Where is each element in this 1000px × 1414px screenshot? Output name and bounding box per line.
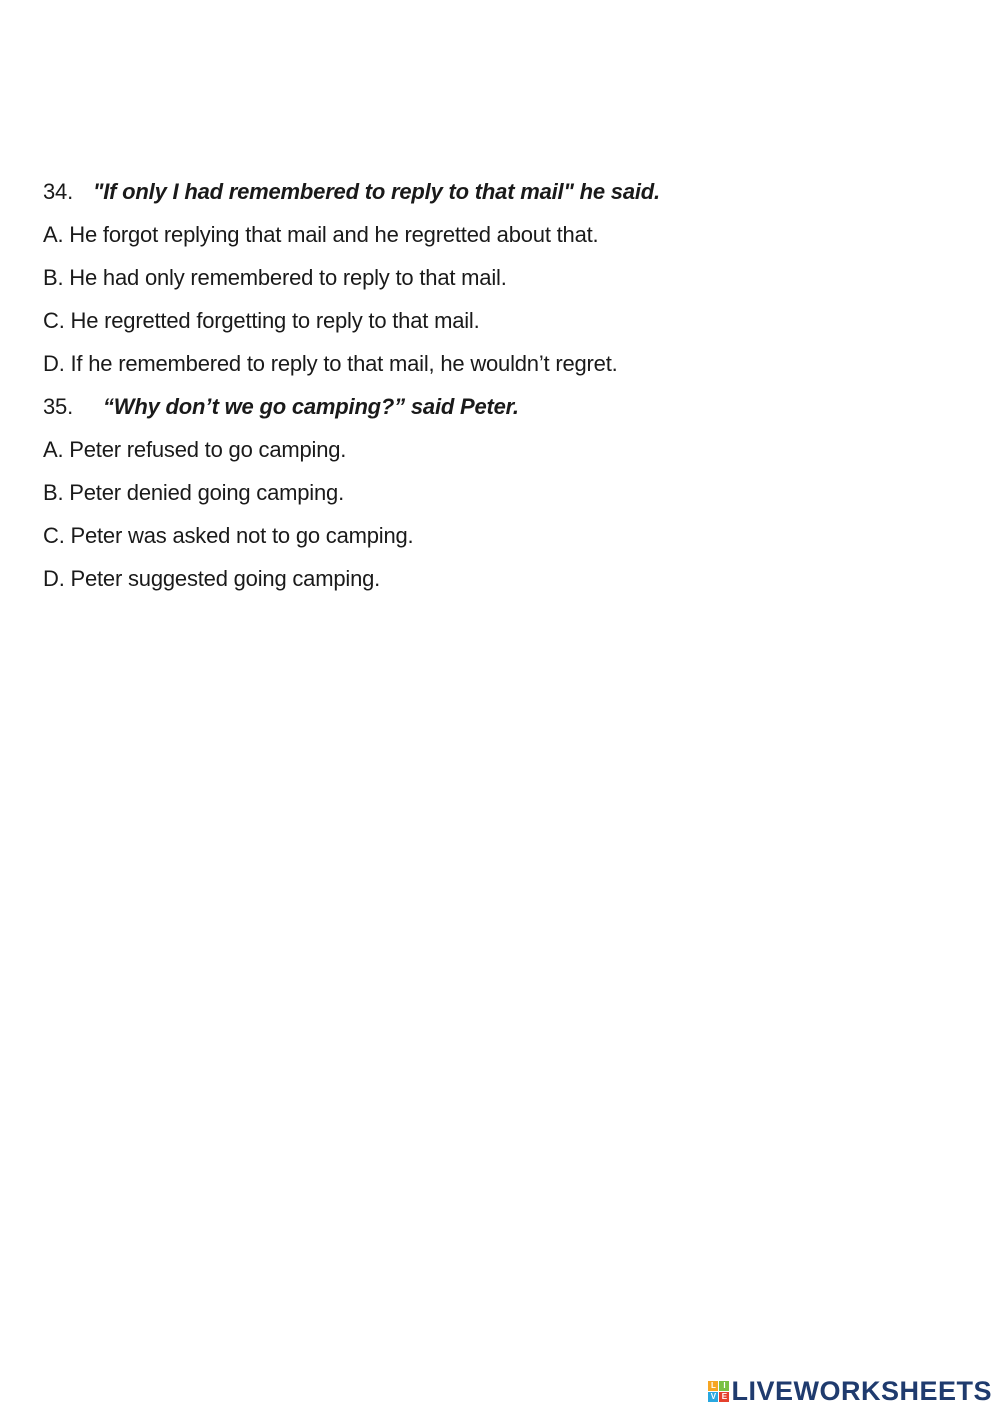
- option-a[interactable]: A. He forgot replying that mail and he regretted about that.: [43, 222, 599, 247]
- question-prompt: "If only I had remembered to reply to that mail" he said.: [93, 179, 660, 204]
- option-d[interactable]: D. Peter suggested going camping.: [43, 566, 381, 591]
- question-number: 35.: [43, 394, 73, 419]
- logo-text: LIVEWORKSHEETS: [731, 1375, 992, 1406]
- question-header: [43, 385, 943, 428]
- option-a[interactable]: A. Peter refused to go camping.: [43, 437, 347, 462]
- question-number: 34.: [43, 179, 73, 204]
- question-34: [43, 170, 943, 385]
- question-prompt: “Why don’t we go camping?” said Peter.: [103, 394, 519, 419]
- option-c[interactable]: C. Peter was asked not to go camping.: [43, 523, 414, 548]
- option-c[interactable]: C. He regretted forgetting to reply to that mail.: [43, 308, 480, 333]
- logo-squares-icon: L I V E: [708, 1381, 729, 1402]
- option-b[interactable]: B. Peter denied going camping.: [43, 480, 344, 505]
- option-d[interactable]: D. If he remembered to reply to that mail, he wouldn’t regret.: [43, 351, 618, 376]
- question-35: [43, 385, 943, 600]
- liveworksheets-logo: [708, 1376, 992, 1406]
- worksheet: [43, 170, 943, 600]
- option-b[interactable]: B. He had only remembered to reply to that mail.: [43, 265, 507, 290]
- question-header: [43, 170, 943, 213]
